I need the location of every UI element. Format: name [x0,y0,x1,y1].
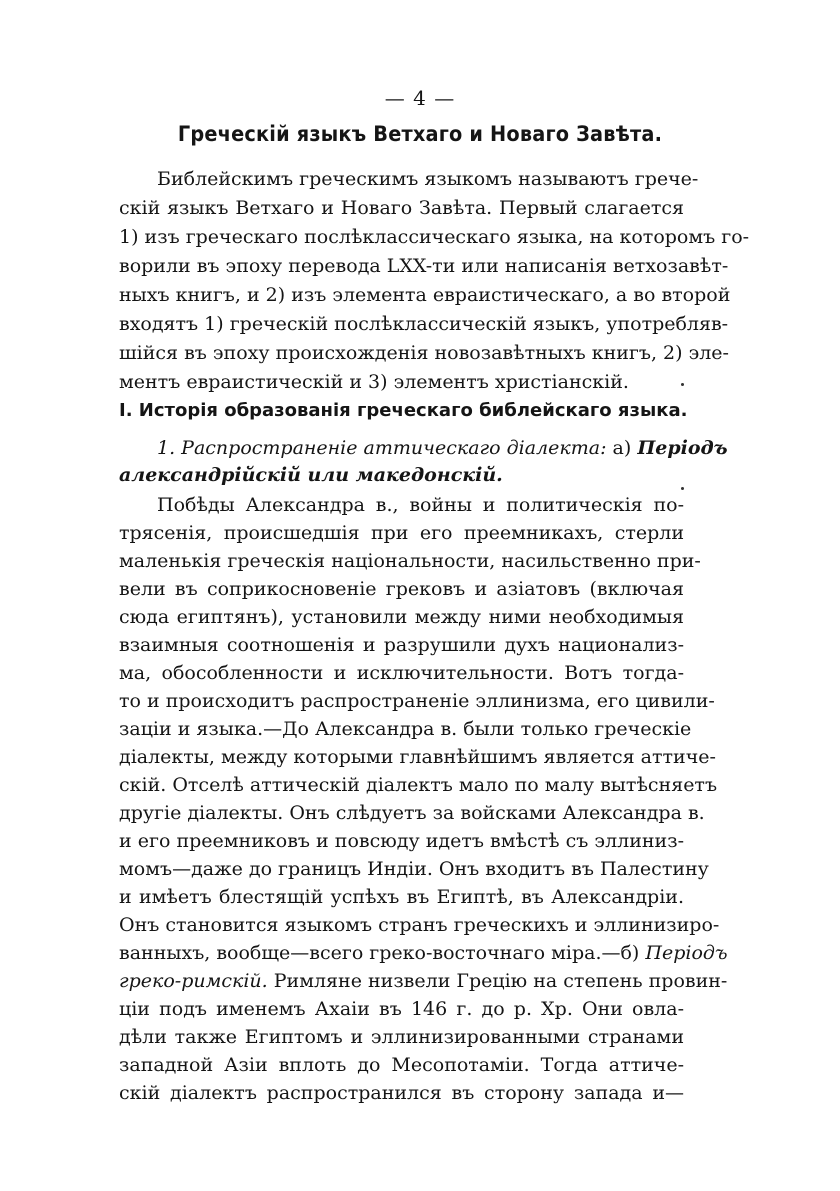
period-label: Періодъ [645,942,728,964]
period-label: Періодъ [637,437,728,459]
body-line: сюда египтянъ), установили между ними необходимыя [119,606,684,628]
intro-line: ментъ евраистическій и 3) элементъ христіанскій. [119,371,629,393]
section-heading: I. Исторія образованія греческаго библейскаго языка. [119,400,688,421]
print-speck [681,383,684,386]
intro-line: ворили въ эпоху перевода LXX-ти или написанія ветхозавѣт- [119,255,729,277]
body-line: момъ—даже до границъ Индіи. Онъ входитъ въ Палестину [119,858,709,880]
page-number: — 4 — [384,86,456,110]
body-text: Римляне низвели Грецію на степень провин- [273,970,728,992]
body-line: дѣли также Египтомъ и эллинизированными странами [119,1026,684,1048]
body-line: трясенія, происшедшія при его преемникахъ, стерли [119,522,684,544]
body-line [119,939,728,967]
body-line: и его преемниковъ и повсюду идетъ вмѣстѣ съ эллиниз- [119,830,684,852]
body-line: то и происходитъ распространеніе эллинизма, его цивили- [119,690,715,712]
body-line: вели въ соприкосновеніе грековъ и азіатовъ (включая [119,578,684,600]
subsection-heading-line [157,434,728,462]
print-speck [681,487,684,490]
intro-line: Библейскимъ греческимъ языкомъ называютъ грече- [157,168,699,190]
body-line: скій діалектъ распространился въ сторону запада и— [119,1082,684,1104]
body-line: діалекты, между которыми главнѣйшимъ является аттиче- [119,746,716,768]
body-line: заціи и языка.—До Александра в. были только греческіе [119,718,692,740]
intro-line: 1) изъ греческаго послѣклассическаго языка, на которомъ го- [119,226,750,248]
body-line: другіе діалекты. Онъ слѣдуетъ за войсками Александра в. [119,802,705,824]
body-line: ма, обособленности и исключительности. Вотъ тогда- [119,662,684,684]
body-line: скій. Отселѣ аттическій діалектъ мало по малу вытѣсняетъ [119,774,718,796]
body-line: Онъ становится языкомъ странъ греческихъ и эллинизиро- [119,914,720,936]
subsection-marker: а) [612,437,632,459]
period-name: александрійскій или македонскій. [119,464,503,486]
intro-line: входятъ 1) греческій послѣклассическій языкъ, употребляв- [119,313,729,335]
intro-line: ныхъ книгъ, и 2) изъ элемента евраистическаго, а во второй [119,284,731,306]
intro-line: шійся въ эпоху происхожденія новозавѣтныхъ книгъ, 2) эле- [119,342,729,364]
body-line: взаимныя соотношенія и разрушили духъ национализ- [119,634,684,656]
body-line: маленькія греческія національности, насильственно при- [119,550,701,572]
subsection-title: 1. Распространеніе аттическаго діалекта: [157,437,607,459]
body-line: Побѣды Александра в., войны и политическія по- [157,494,684,516]
body-line: ціи подъ именемъ Ахаіи въ 146 г. до р. Хр. Они овла- [119,998,684,1020]
chapter-title: Греческій языкъ Ветхаго и Новаго Завѣта. [177,122,663,146]
body-text: ванныхъ, вообще—всего греко-восточнаго міра.—б) [119,942,640,964]
subsection-heading-line [119,461,684,489]
intro-line: скій языкъ Ветхаго и Новаго Завѣта. Первый слагается [119,197,684,219]
period-name: греко-римскій. [119,970,268,992]
body-line [119,967,728,995]
body-line: западной Азіи вплоть до Месопотаміи. Тогда аттиче- [119,1054,684,1076]
body-line: и имѣетъ блестящій успѣхъ въ Египтѣ, въ Александріи. [119,886,684,908]
